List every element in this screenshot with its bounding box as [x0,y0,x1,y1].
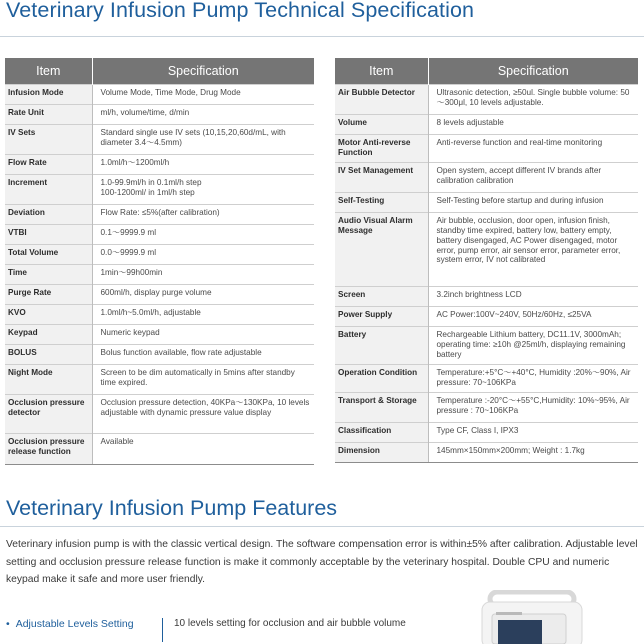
spec-value-screen: 3.2inch brightness LCD [428,287,638,307]
spec-value-operation-condition: Temperature:+5°C～+40°C, Humidity :20%～90%, Air pressure: 70~106KPa [428,365,638,393]
spec-item-audio-visual-alarm-message: Audio Visual Alarm Message [335,213,428,287]
spec-value-dimension: 145mm×150mm×200mm; Weight : 1.7kg [428,443,638,463]
left-table-row [5,305,314,325]
feature-bullet-text: Adjustable Levels Setting [15,618,134,630]
spec-value-power-supply: AC Power:100V~240V, 50Hz/60Hz, ≤25VA [428,307,638,327]
feature-bullet-label [6,618,134,630]
left-table-row [5,125,314,155]
spec-value-vtbi: 0.1～9999.9 ml [92,225,314,245]
spec-value-occlusion-pressure-detector: Occlusion pressure detection, 40KPa～130KPa, 10 levels adjustable with dynamic pressure value display [92,395,314,434]
left-table-row [5,205,314,225]
spec-value-infusion-mode: Volume Mode, Time Mode, Drug Mode [92,85,314,105]
right-table-row [335,287,638,307]
spec-item-operation-condition: Operation Condition [335,365,428,393]
spec-value-air-bubble-detector: Ultrasonic detection, ≥50ul. Single bubble volume: 50～300μl, 10 levels adjustable. [428,85,638,115]
spec-item-volume: Volume [335,115,428,135]
left-table-row [5,265,314,285]
right-table-row [335,443,638,463]
infusion-pump-image [472,590,592,644]
spec-value-bolus: Bolus function available, flow rate adjustable [92,345,314,365]
right-header-item: Item [335,58,428,85]
spec-item-occlusion-pressure-detector: Occlusion pressure detector [5,395,92,434]
left-header-item: Item [5,58,92,85]
right-table-row [335,393,638,423]
right-header-spec: Specification [428,58,638,85]
right-table-row [335,135,638,163]
spec-title: Veterinary Infusion Pump Technical Specification [6,0,475,22]
spec-item-total-volume: Total Volume [5,245,92,265]
spec-item-flow-rate: Flow Rate [5,155,92,175]
right-table-row [335,307,638,327]
feature-bullet-separator [162,618,163,642]
spec-item-dimension: Dimension [335,443,428,463]
feature-bullet-description: 10 levels setting for occlusion and air bubble volume [174,618,406,629]
features-title: Veterinary Infusion Pump Features [6,496,338,520]
spec-item-battery: Battery [335,327,428,365]
bullet-dot-icon: • [6,618,10,630]
spec-item-infusion-mode: Infusion Mode [5,85,92,105]
spec-value-keypad: Numeric keypad [92,325,314,345]
spec-value-self-testing: Self-Testing before startup and during infusion [428,193,638,213]
spec-value-kvo: 1.0ml/h~5.0ml/h, adjustable [92,305,314,325]
spec-value-purge-rate: 600ml/h, display purge volume [92,285,314,305]
spec-value-night-mode: Screen to be dim automatically in 5mins after standby time expired. [92,365,314,395]
spec-item-keypad: Keypad [5,325,92,345]
left-table-row [5,175,314,205]
features-divider [0,526,644,527]
right-table-row [335,213,638,287]
left-spec-table [5,58,314,465]
left-table-row [5,395,314,434]
right-table-row [335,163,638,193]
spec-item-deviation: Deviation [5,205,92,225]
left-table-row [5,155,314,175]
spec-item-purge-rate: Purge Rate [5,285,92,305]
right-spec-table [335,58,638,463]
spec-item-iv-sets: IV Sets [5,125,92,155]
features-description: Veterinary infusion pump is with the classic vertical design. The software compensation error is within±5% after calibration. Adjustable level setting and occlusion pressure release function is make it commonly acceptable by the veterinary hospital. Double CPU and numeric keypad make it safe and more user friendly. [6,539,638,585]
spec-item-air-bubble-detector: Air Bubble Detector [335,85,428,115]
spec-item-increment: Increment [5,175,92,205]
spec-item-self-testing: Self-Testing [335,193,428,213]
spec-value-occlusion-pressure-release-function: Available [92,434,314,465]
spec-item-power-supply: Power Supply [335,307,428,327]
spec-value-iv-set-management: Open system, accept different IV brands after calibration calibration [428,163,638,193]
left-table-row [5,245,314,265]
right-table-row [335,365,638,393]
spec-item-vtbi: VTBI [5,225,92,245]
spec-item-classification: Classification [335,423,428,443]
left-table-row [5,285,314,305]
spec-item-bolus: BOLUS [5,345,92,365]
left-table-row [5,365,314,395]
spec-item-night-mode: Night Mode [5,365,92,395]
right-table-row [335,327,638,365]
spec-item-motor-anti-reverse-function: Motor Anti-reverse Function [335,135,428,163]
left-table-row [5,105,314,125]
spec-item-kvo: KVO [5,305,92,325]
spec-value-rate-unit: ml/h, volume/time, d/min [92,105,314,125]
spec-value-flow-rate: 1.0ml/h～1200ml/h [92,155,314,175]
left-table-row [5,434,314,465]
right-table-row [335,85,638,115]
spec-value-volume: 8 levels adjustable [428,115,638,135]
spec-value-audio-visual-alarm-message: Air bubble, occlusion, door open, infusion finish, standby time expired, battery low, battery empty, battery disengaged, AC Power disengaged, motor error, pump error, air sensor error, parameter error, system error, IV not calibrated [428,213,638,287]
spec-value-iv-sets: Standard single use IV sets (10,15,20,60d/mL, with diameter 3.4～4.5mm) [92,125,314,155]
spec-value-time: 1min～99h00min [92,265,314,285]
left-table-row [5,85,314,105]
spec-value-classification: Type CF, Class I, IPX3 [428,423,638,443]
spec-value-deviation: Flow Rate: ≤5%(after calibration) [92,205,314,225]
spec-value-transport-storage: Temperature :-20°C～+55°C,Humidity: 10%~95%, Air pressure : 70~106KPa [428,393,638,423]
spec-item-transport-storage: Transport & Storage [335,393,428,423]
left-table-row [5,225,314,245]
spec-value-battery: Rechargeable Lithium battery, DC11.1V, 3000mAh; operating time: ≥10h @25ml/h, displaying remaining battery [428,327,638,365]
spec-value-increment: 1.0-99.9ml/h in 0.1ml/h step 100-1200ml/ in 1ml/h step [92,175,314,205]
spec-value-total-volume: 0.0～9999.9 ml [92,245,314,265]
left-table-row [5,325,314,345]
spec-item-occlusion-pressure-release-function: Occlusion pressure release function [5,434,92,465]
title-divider [0,36,644,37]
spec-item-screen: Screen [335,287,428,307]
spec-value-motor-anti-reverse-function: Anti-reverse function and real-time monitoring [428,135,638,163]
spec-item-rate-unit: Rate Unit [5,105,92,125]
left-table-row [5,345,314,365]
spec-item-iv-set-management: IV Set Management [335,163,428,193]
right-table-row [335,423,638,443]
spec-item-time: Time [5,265,92,285]
right-table-row [335,115,638,135]
left-header-spec: Specification [92,58,314,85]
right-table-row [335,193,638,213]
